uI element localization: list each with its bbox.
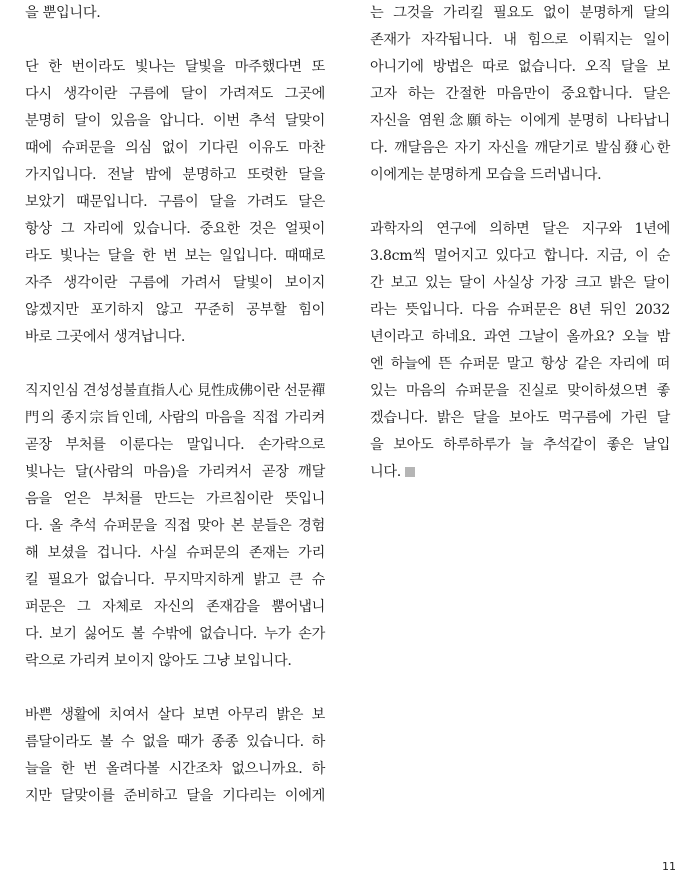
text-line: 곧장 부처를 이룬다는 말입니다. 손가락으로 (25, 437, 325, 453)
text-line: 빛나는 달(사람의 마음)을 가리켜서 곧장 깨달 (25, 464, 325, 480)
paragraph (25, 378, 325, 675)
text-line: 겠습니다. 밝은 달을 보아도 먹구름에 가린 달 (370, 410, 670, 426)
page-number: 11 (662, 860, 676, 873)
text-line: 분명히 달이 있음을 압니다. 이번 추석 달맞이 (25, 113, 325, 129)
left-column (25, 0, 325, 810)
text-line: 자신을 염원念願하는 이에게 분명히 나타납니 (370, 113, 670, 129)
text-line: 간 보고 있는 달이 사실상 가장 크고 밝은 달이 (370, 275, 670, 291)
text-line: 름달이라도 볼 수 없을 때가 종종 있습니다. 하 (25, 734, 325, 750)
text-line: 자주 생각이란 구름에 가려서 달빛이 보이지 (25, 275, 325, 291)
text-line: 다시 생각이란 구름에 달이 가려져도 그곳에 (25, 86, 325, 102)
paragraph (370, 0, 670, 189)
text-line: 고자 하는 간절한 마음만이 중요합니다. 달은 (370, 86, 670, 102)
paragraph (25, 54, 325, 351)
text-line: 해 보셨을 겁니다. 사실 슈퍼문의 존재는 가리 (25, 545, 325, 561)
text-line: 항상 그 자리에 있습니다. 중요한 것은 얼핏이 (25, 221, 325, 237)
text-line: 늘을 한 번 올려다볼 시간조차 없으니까요. 하 (25, 761, 325, 777)
text-line: 바쁜 생활에 치여서 살다 보면 아무리 밝은 보 (25, 707, 325, 723)
end-mark-icon (405, 467, 415, 477)
text-line: 을 뿐입니다. (25, 5, 101, 21)
text-line-content: 니다. (370, 464, 402, 480)
text-line: 지만 달맞이를 준비하고 달을 기다리는 이에게 (25, 788, 325, 804)
paragraph (25, 702, 325, 810)
text-line: 을 보아도 하루하루가 늘 추석같이 좋은 날입 (370, 437, 670, 453)
paragraph (25, 0, 325, 27)
text-line: 킬 필요가 없습니다. 무지막지하게 밝고 큰 슈 (25, 572, 325, 588)
text-line: 보았기 때문입니다. 구름이 달을 가려도 달은 (25, 194, 325, 210)
text-line: 않겠지만 포기하지 않고 꾸준히 공부할 힘이 (25, 302, 325, 318)
text-line: 가지입니다. 전날 밤에 분명하고 또렷한 달을 (25, 167, 325, 183)
text-line: 때에 슈퍼문을 의심 없이 기다린 이유도 마찬 (25, 140, 325, 156)
right-column (370, 0, 670, 486)
text-line: 다. 깨달음은 자기 자신을 깨닫기로 발심發心한 (370, 140, 670, 156)
text-line: 락으로 가리켜 보이지 않아도 그냥 보입니다. (25, 653, 292, 669)
text-line: 과학자의 연구에 의하면 달은 지구와 1년에 (370, 221, 670, 237)
text-line: 다. 보기 싫어도 볼 수밖에 없습니다. 누가 손가 (25, 626, 325, 642)
text-line: 라도 빛나는 달을 한 번 보는 일입니다. 때때로 (25, 248, 325, 264)
text-line: 단 한 번이라도 빛나는 달빛을 마주했다면 또 (25, 59, 325, 75)
text-line: 다. 올 추석 슈퍼문을 직접 맞아 본 분들은 경험 (25, 518, 325, 534)
text-line: 엔 하늘에 뜬 슈퍼문 말고 항상 같은 자리에 떠 (370, 356, 670, 372)
text-line: 직지인심 견성성불直指人心 見性成佛이란 선문禪 (25, 383, 325, 399)
text-line: 3.8cm씩 멀어지고 있다고 합니다. 지금, 이 순 (370, 248, 670, 264)
text-line: 이에게는 분명하게 모습을 드러냅니다. (370, 167, 602, 183)
text-line: 라는 뜻입니다. 다음 슈퍼문은 8년 뒤인 2032 (370, 302, 670, 318)
text-line: 있는 마음의 슈퍼문을 진실로 맞이하셨으면 좋 (370, 383, 670, 399)
paragraph (370, 216, 670, 486)
text-line: 는 그것을 가리킬 필요도 없이 분명하게 달의 (370, 5, 670, 21)
text-line: 음을 얻은 부처를 만드는 가르침이란 뜻입니 (25, 491, 325, 507)
text-line: 바로 그곳에서 생겨납니다. (25, 329, 186, 345)
text-line: 아니기에 방법은 따로 없습니다. 오직 달을 보 (370, 59, 670, 75)
text-line: 존재가 자각됩니다. 내 힘으로 이뤄지는 일이 (370, 32, 670, 48)
text-line: 년이라고 하네요. 과연 그날이 올까요? 오늘 밤 (370, 329, 670, 345)
text-line-final (370, 459, 670, 486)
text-line: 門의 종지宗旨인데, 사람의 마음을 직접 가리켜 (25, 410, 325, 426)
text-line: 퍼문은 그 자체로 자신의 존재감을 뿜어냅니 (25, 599, 325, 615)
